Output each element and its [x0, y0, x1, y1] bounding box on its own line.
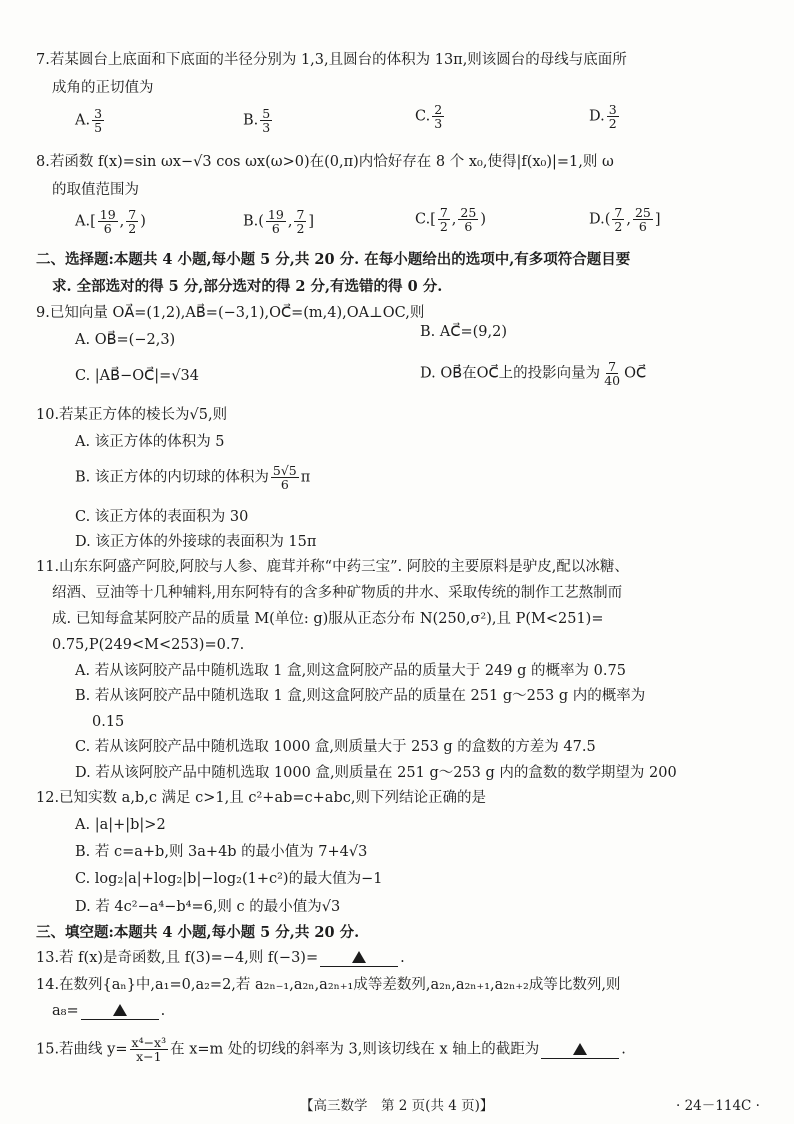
fraction: $\frac{19}{6}$: [267, 207, 284, 236]
paper-code: · 24－114C ·: [676, 1098, 760, 1114]
q8-stem-line2: 的取值范围为: [52, 182, 139, 198]
q10-option-d: D. 该正方体的外接球的表面积为 15π: [75, 534, 317, 550]
q11-option-d: D. 若从该阿胶产品中随机选取 1000 盒,则质量在 251 g～253 g 内的盒数的数学期望为 200: [75, 765, 677, 781]
q7-stem-line2: 成角的正切值为: [52, 80, 154, 96]
answer-blank[interactable]: [320, 950, 398, 967]
fraction: $\frac{3}{2}$: [608, 102, 617, 131]
q8-option-c: C.[ $\frac{7}{2}$ , $\frac{25}{6}$ ): [415, 205, 486, 234]
q15-stem: 15.若曲线 y= $\frac{\text{x⁴−x³}}{x-1}$ 在 x=m 处的切线的斜率为 3,则该切线在 x 轴上的截距为 .: [36, 1035, 626, 1064]
q8-option-d: D.( $\frac{7}{2}$ , $\frac{25}{6}$ ]: [589, 205, 661, 234]
fraction: $\frac{7}{2}$: [614, 205, 623, 234]
q7-stem-line1: 7.若某圆台上底面和下底面的半径分别为 1,3,且圆台的体积为 13π,则该圆台的母线与底面所: [36, 52, 627, 68]
fraction: $\frac{5}{3}$: [262, 106, 271, 135]
q11-option-c: C. 若从该阿胶产品中随机选取 1000 盒,则质量大于 253 g 的盒数的方差为 47.5: [75, 739, 596, 755]
q12-stem: 12.已知实数 a,b,c 满足 c>1,且 c²+ab=c+abc,则下列结论正确的是: [36, 790, 486, 806]
triangle-marker-icon: [113, 1004, 127, 1016]
q11-stem-line3: 成. 已知每盒某阿胶产品的质量 M(单位: g)服从正态分布 N(250,σ²),且 P(M<251)=: [52, 611, 604, 627]
q9-option-d: D. OB⃗在OC⃗上的投影向量为 $\frac{7}{40}$ OC⃗: [420, 359, 647, 388]
fraction: $\frac{2}{3}$: [434, 102, 443, 131]
fraction: $\frac{7}{2}$: [439, 205, 448, 234]
q12-option-a: A. |a|+|b|>2: [75, 817, 166, 833]
q7-option-c: C. $\frac{2}{3}$: [415, 102, 443, 131]
q8-stem-line1: 8.若函数 f(x)=sin ωx−√3 cos ωx(ω>0)在(0,π)内恰好存在 8 个 x₀,使得|f(x₀)|=1,则 ω: [36, 154, 614, 170]
q11-option-b-line2: 0.15: [92, 714, 125, 730]
q9-option-b: B. AC⃗=(9,2): [420, 324, 507, 340]
q9-option-a: A. OB⃗=(−2,3): [75, 332, 176, 348]
fraction: $\frac{7}{40}$: [604, 359, 621, 388]
q10-option-a: A. 该正方体的体积为 5: [75, 434, 225, 450]
answer-blank[interactable]: [541, 1042, 619, 1059]
fraction: $\frac{5√5}{6}$: [272, 463, 297, 492]
q9-option-c: C. |AB⃗−OC⃗|=√34: [75, 368, 199, 384]
fraction: $\frac{19}{6}$: [99, 207, 116, 236]
q12-option-b: B. 若 c=a+b,则 3a+4b 的最小值为 7+4√3: [75, 844, 368, 860]
q11-option-a: A. 若从该阿胶产品中随机选取 1 盒,则这盒阿胶产品的质量大于 249 g 的概率为 0.75: [75, 663, 626, 679]
section2-heading-line1: 二、选择题:本题共 4 小题,每小题 5 分,共 20 分. 在每小题给出的选项中,有多项符合题目要: [36, 251, 631, 268]
q12-option-d: D. 若 4c²−a⁴−b⁴=6,则 c 的最小值为√3: [75, 899, 341, 915]
q11-stem-line2: 绍酒、豆油等十几种辅料,用东阿特有的含多种矿物质的井水、采取传统的制作工艺熬制而: [52, 585, 623, 601]
q7-option-b: B. $\frac{5}{3}$: [243, 106, 271, 135]
fraction: $\frac{3}{5}$: [94, 106, 103, 135]
q12-option-c: C. log₂|a|+log₂|b|−log₂(1+c²)的最大值为−1: [75, 871, 383, 887]
triangle-marker-icon: [573, 1043, 587, 1055]
triangle-marker-icon: [352, 951, 366, 963]
q7-option-d: D. $\frac{3}{2}$: [589, 102, 617, 131]
q9-stem: 9.已知向量 OA⃗=(1,2),AB⃗=(−3,1),OC⃗=(m,4),OA⊥OC,则: [36, 305, 425, 321]
fraction: $\frac{25}{6}$: [634, 205, 651, 234]
q10-option-b: B. 该正方体的内切球的体积为 $\frac{5√5}{6}$ π: [75, 463, 311, 492]
section2-heading-line2: 求. 全部选对的得 5 分,部分选对的得 2 分,有选错的得 0 分.: [52, 278, 443, 295]
page-footer: 【高三数学 第 2 页(共 4 页)】: [300, 1098, 494, 1114]
fraction: $\frac{25}{6}$: [460, 205, 477, 234]
q14-stem-line1: 14.在数列{aₙ}中,a₁=0,a₂=2,若 a₂ₙ₋₁,a₂ₙ,a₂ₙ₊₁成等差数列,a₂ₙ,a₂ₙ₊₁,a₂ₙ₊₂成等比数列,则: [36, 977, 621, 993]
fraction: $\frac{\text{x⁴−x³}}{x-1}$: [131, 1035, 167, 1064]
q7-option-a: A. $\frac{3}{5}$: [75, 106, 103, 135]
q11-stem-line1: 11.山东东阿盛产阿胶,阿胶与人参、鹿茸并称“中药三宝”. 阿胶的主要原料是驴皮,配以冰糖、: [36, 559, 629, 575]
fraction: $\frac{7}{2}$: [128, 207, 137, 236]
q8-option-b: B.( $\frac{19}{6}$ , $\frac{7}{2}$ ]: [243, 207, 315, 236]
q10-option-c: C. 该正方体的表面积为 30: [75, 509, 249, 525]
q11-stem-line4: 0.75,P(249<M<253)=0.7.: [52, 637, 245, 653]
q14-stem-line2: a₈= .: [52, 1003, 166, 1019]
q10-stem: 10.若某正方体的棱长为√5,则: [36, 407, 228, 423]
answer-blank[interactable]: [81, 1003, 159, 1020]
fraction: $\frac{7}{2}$: [296, 207, 305, 236]
q11-option-b-line1: B. 若从该阿胶产品中随机选取 1 盒,则这盒阿胶产品的质量在 251 g～253 g 内的概率为: [75, 688, 646, 704]
section3-heading: 三、填空题:本题共 4 小题,每小题 5 分,共 20 分.: [36, 924, 360, 941]
q8-option-a: A.[ $\frac{19}{6}$ , $\frac{7}{2}$ ): [75, 207, 146, 236]
q13-stem: 13.若 f(x)是奇函数,且 f(3)=−4,则 f(−3)= .: [36, 950, 405, 966]
